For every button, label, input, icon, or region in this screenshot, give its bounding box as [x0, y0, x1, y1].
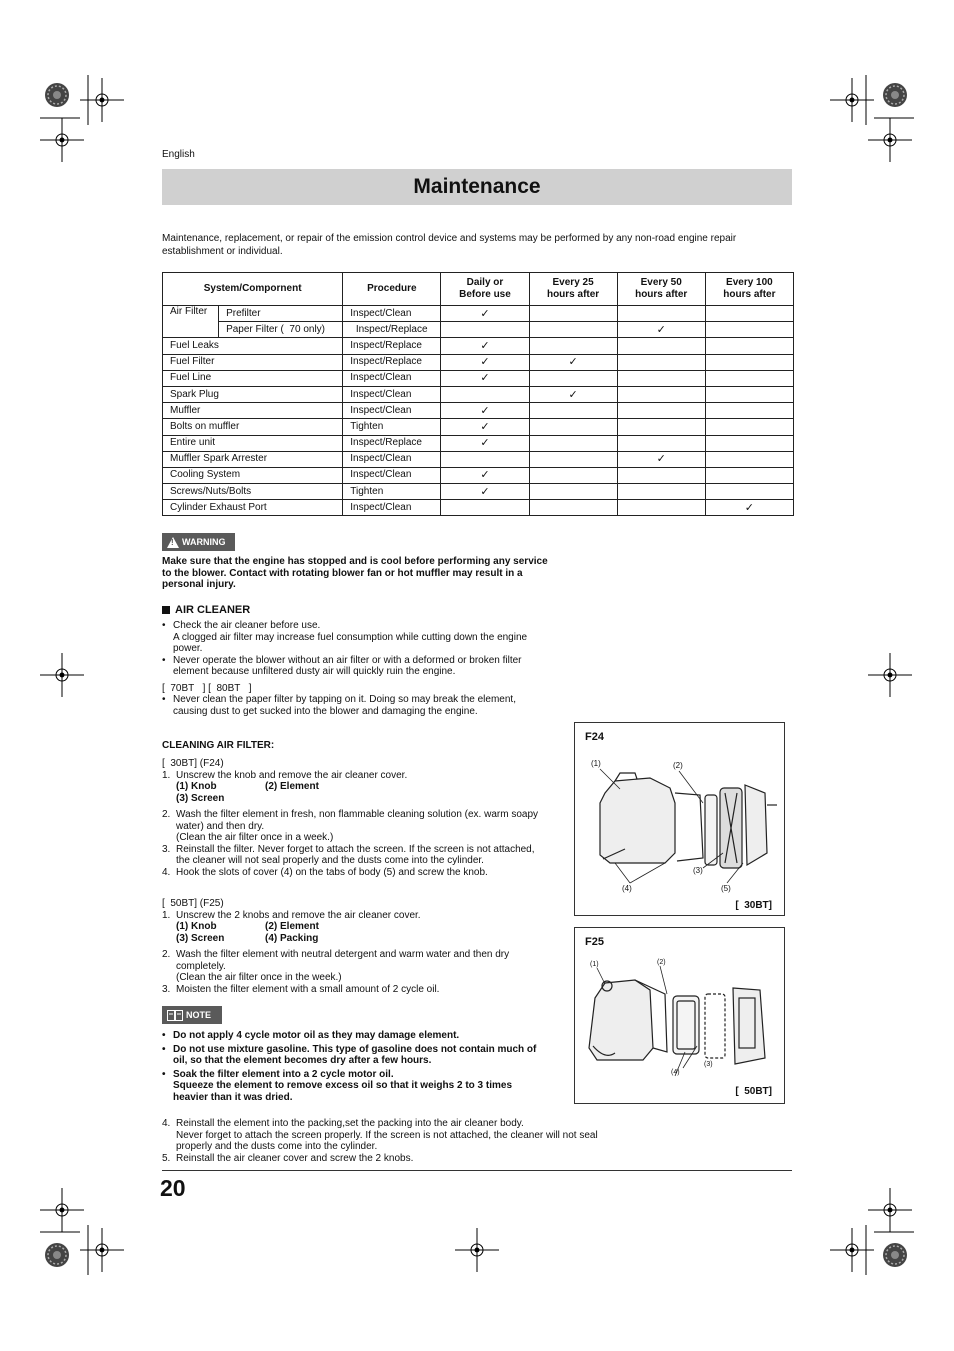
check-mark-cell: ✓ — [529, 386, 617, 402]
language-label: English — [162, 149, 195, 160]
list-line: causing dust to get sucked into the blower and damaging the engine. — [173, 705, 478, 717]
bullet-marker: • — [162, 1043, 166, 1055]
callout-3: (3) — [693, 866, 703, 875]
air-cleaner-30bt-illustration — [575, 723, 786, 917]
model-ref-30bt: [ 30BT] (F24) — [162, 758, 224, 769]
step-text: Unscrew the knob and remove the air cleaner cover. — [176, 769, 408, 781]
table-row — [163, 386, 794, 402]
bullet-marker: • — [162, 1068, 166, 1080]
figure-label: F25 — [585, 936, 604, 948]
list-item — [162, 1030, 582, 1042]
final-steps — [162, 1118, 642, 1164]
table-row — [163, 370, 794, 386]
step-text: (Clean the air filter once in the week.) — [176, 972, 342, 983]
part-label: (1) Knob — [176, 781, 217, 792]
table-row — [163, 451, 794, 467]
list-line: heavier than it was dried. — [173, 1091, 293, 1103]
table-body — [163, 306, 794, 516]
step-text: Reinstall the element into the packing,set the packing into the air cleaner body. — [176, 1118, 524, 1129]
step-5: 5. Reinstall the air cleaner cover and screw the 2 knobs. — [162, 1153, 642, 1165]
table-row — [163, 338, 794, 354]
empty-cell — [529, 435, 617, 451]
procedure-cell: Tighten — [343, 484, 441, 500]
check-mark-cell: ✓ — [441, 306, 529, 322]
figure-caption: [ 50BT] — [735, 1086, 772, 1097]
procedure-cell: Inspect/Clean — [343, 500, 441, 516]
warning-label: WARNING — [182, 537, 226, 547]
table-row — [163, 419, 794, 435]
component-cell: Paper Filter ( 70 only) — [219, 322, 343, 338]
step-2: 2. Wash the filter element in fresh, non flammable cleaning solution (ex. warm soapy water) and then dry. (Clean the air filter once in a week.) — [162, 809, 572, 844]
empty-cell — [529, 322, 617, 338]
component-cell: Muffler — [163, 403, 343, 419]
check-mark-cell: ✓ — [529, 354, 617, 370]
page-title: Maintenance — [413, 175, 541, 198]
model-tags: [ 70BT ] [ 80BT ] — [162, 683, 252, 694]
step-text: Unscrew the 2 knobs and remove the air cleaner cover. — [176, 909, 421, 921]
cleaning-heading: CLEANING AIR FILTER: — [162, 740, 275, 751]
parts-line — [176, 933, 572, 945]
table-row — [163, 435, 794, 451]
figure-f24 — [574, 722, 785, 916]
step-text: Wash the filter element in fresh, non flammable cleaning solution (ex. warm soapy — [176, 809, 539, 820]
step-2: 2. Wash the filter element with neutral detergent and warm water and then dry completely. (Clean the air filter once in the week.) — [162, 949, 572, 984]
empty-cell — [617, 419, 705, 435]
callout-5: (5) — [721, 884, 731, 893]
empty-cell — [617, 354, 705, 370]
table-row — [163, 403, 794, 419]
warning-line: to the blower. Contact with rotating blower fan or hot muffler may result in a — [162, 567, 523, 579]
check-mark-cell: ✓ — [617, 322, 705, 338]
list-item — [162, 1044, 582, 1067]
procedure-cell: Tighten — [343, 419, 441, 435]
component-cell: Cooling System — [163, 467, 343, 483]
footer-divider — [162, 1170, 792, 1171]
list-line: Do not apply 4 cycle motor oil as they may damage element. — [173, 1030, 460, 1041]
header-line: Every 100 — [726, 277, 773, 288]
empty-cell — [529, 338, 617, 354]
air-filter-cell: Air Filter — [163, 306, 219, 338]
empty-cell — [441, 451, 529, 467]
empty-cell — [705, 306, 793, 322]
part-label: (2) Element — [265, 781, 319, 792]
procedure-cell: Inspect/Clean — [343, 386, 441, 402]
bullet-marker: • — [162, 1030, 166, 1041]
step-4: 4. Reinstall the element into the packing,set the packing into the air cleaner body. Never forget to attach the screen properly. If the screen is not attached, the cleaner will not seal properly and the dusts come into the cylinder. — [162, 1118, 642, 1153]
header-line: Daily or — [466, 277, 504, 288]
air-cleaner-heading — [162, 604, 250, 616]
title-bar — [162, 169, 792, 205]
step-text: (Clean the air filter once in a week.) — [176, 832, 334, 843]
header-line: Before use — [459, 289, 511, 300]
component-cell: Prefilter — [219, 306, 343, 322]
step-text: Hook the slots of cover (4) on the tabs of body (5) and screw the knob. — [176, 866, 488, 878]
callout-2: (2) — [673, 761, 683, 770]
part-label: (3) Screen — [176, 792, 225, 804]
figure-f25 — [574, 927, 785, 1104]
component-cell: Screws/Nuts/Bolts — [163, 484, 343, 500]
header-line: Every 50 — [640, 277, 682, 288]
table-row — [163, 322, 794, 338]
air-cleaner-50bt-illustration — [575, 928, 786, 1105]
air-cleaner-notes — [162, 620, 582, 678]
procedure-cell: Inspect/Clean — [343, 370, 441, 386]
empty-cell — [705, 338, 793, 354]
warning-text — [162, 556, 582, 591]
figure-caption: [ 30BT] — [735, 900, 772, 911]
header-line: hours after — [723, 289, 776, 300]
header-50h — [617, 273, 705, 306]
paper-filter-note — [162, 694, 582, 717]
procedure-cell: Inspect/Clean — [343, 403, 441, 419]
list-line: Soak the filter element into a 2 cycle motor oil. — [173, 1068, 394, 1080]
check-mark-cell: ✓ — [441, 403, 529, 419]
table-header-row — [163, 273, 794, 306]
component-cell: Muffler Spark Arrester — [163, 451, 343, 467]
component-cell: Cylinder Exhaust Port — [163, 500, 343, 516]
component-cell: Spark Plug — [163, 386, 343, 402]
procedure-cell: Inspect/Clean — [343, 306, 441, 322]
callout-1: (1) — [590, 961, 599, 968]
callout-4: (4) — [622, 884, 632, 893]
empty-cell — [705, 484, 793, 500]
list-line: A clogged air filter may increase fuel consumption while cutting down the engine — [173, 631, 528, 643]
maintenance-schedule-table — [162, 272, 794, 516]
callout-4: (4) — [671, 1069, 680, 1076]
step-text: Never forget to attach the screen properly. If the screen is not attached, the cleaner will not seal — [176, 1129, 598, 1141]
header-daily — [441, 273, 529, 306]
procedure-cell: Inspect/Clean — [343, 467, 441, 483]
empty-cell — [617, 484, 705, 500]
empty-cell — [705, 370, 793, 386]
empty-cell — [617, 306, 705, 322]
note-label: NOTE — [186, 1010, 212, 1020]
step-text: the cleaner will not seal properly and the dusts come into the cylinder. — [176, 855, 484, 866]
empty-cell — [705, 403, 793, 419]
step-text: Moisten the filter element with a small amount of 2 cycle oil. — [176, 983, 440, 995]
procedure-cell: Inspect/Replace — [343, 338, 441, 354]
empty-cell — [529, 370, 617, 386]
warning-icon — [167, 537, 179, 548]
part-label: (2) Element — [265, 921, 319, 932]
air-cleaner-heading-text: AIR CLEANER — [175, 604, 251, 616]
check-mark-cell: ✓ — [441, 435, 529, 451]
check-mark-cell: ✓ — [441, 338, 529, 354]
header-100h — [705, 273, 793, 306]
bullet-marker: • — [162, 620, 166, 631]
empty-cell — [617, 370, 705, 386]
empty-cell — [617, 467, 705, 483]
header-line: Every 25 — [552, 277, 594, 288]
empty-cell — [617, 338, 705, 354]
check-mark-cell: ✓ — [705, 500, 793, 516]
empty-cell — [705, 386, 793, 402]
list-line: Never operate the blower without an air filter or with a deformed or broken filter — [173, 654, 522, 666]
table-row — [163, 484, 794, 500]
step-text: properly and the dusts come into the cylinder. — [176, 1141, 378, 1152]
component-cell: Fuel Filter — [163, 354, 343, 370]
step-text: completely. — [176, 960, 226, 972]
check-mark-cell: ✓ — [441, 419, 529, 435]
step-text: Reinstall the filter. Never forget to attach the screen. If the screen is not attached, — [176, 843, 535, 855]
empty-cell — [705, 354, 793, 370]
part-label: (1) Knob — [176, 921, 217, 932]
procedure-cell: Inspect/Replace — [343, 435, 441, 451]
check-mark-cell: ✓ — [441, 484, 529, 500]
step-3: 3. Moisten the filter element with a small amount of 2 cycle oil. — [162, 984, 572, 996]
header-25h — [529, 273, 617, 306]
warning-badge — [162, 533, 235, 551]
callout-2: (2) — [657, 959, 666, 966]
empty-cell — [705, 419, 793, 435]
empty-cell — [705, 322, 793, 338]
check-mark-cell: ✓ — [441, 467, 529, 483]
empty-cell — [617, 500, 705, 516]
table-row — [163, 467, 794, 483]
procedure-cell: Inspect/Clean — [343, 451, 441, 467]
list-line: Do not use mixture gasoline. This type of gasoline does not contain much of — [173, 1043, 537, 1055]
note-list — [162, 1030, 582, 1103]
empty-cell — [705, 435, 793, 451]
empty-cell — [705, 467, 793, 483]
part-label: (4) Packing — [265, 932, 319, 944]
header-line: hours after — [635, 289, 688, 300]
empty-cell — [529, 484, 617, 500]
empty-cell — [529, 306, 617, 322]
component-cell: Fuel Line — [163, 370, 343, 386]
page-number: 20 — [160, 1175, 186, 1201]
empty-cell — [529, 403, 617, 419]
parts-line — [176, 781, 572, 793]
empty-cell — [529, 500, 617, 516]
list-line: Never clean the paper filter by tapping on it. Doing so may break the element, — [173, 694, 516, 705]
header-procedure: Procedure — [343, 273, 441, 306]
list-line: Check the air cleaner before use. — [173, 620, 321, 631]
list-item — [162, 694, 582, 717]
empty-cell — [441, 386, 529, 402]
check-mark-cell: ✓ — [441, 354, 529, 370]
step-text: Wash the filter element with neutral detergent and warm water and then dry — [176, 949, 510, 960]
empty-cell — [617, 403, 705, 419]
warning-line: Make sure that the engine has stopped and is cool before performing any service — [162, 556, 548, 567]
list-line: power. — [173, 643, 203, 654]
note-badge — [162, 1006, 222, 1024]
list-line: element because unfiltered dusty air will quickly ruin the engine. — [173, 666, 456, 677]
part-label: (3) Screen — [176, 932, 225, 944]
step-text: Reinstall the air cleaner cover and screw the 2 knobs. — [176, 1152, 414, 1164]
step-3: 3. Reinstall the filter. Never forget to attach the screen. If the screen is not attached, the cleaner will not seal properly and the dusts come into the cylinder. — [162, 844, 572, 867]
model-ref-50bt: [ 50BT] (F25) — [162, 898, 224, 909]
table-row — [163, 354, 794, 370]
figure-label: F24 — [585, 731, 604, 743]
table-row — [163, 306, 794, 322]
empty-cell — [529, 419, 617, 435]
component-cell: Bolts on muffler — [163, 419, 343, 435]
procedure-cell: Inspect/Replace — [343, 354, 441, 370]
bullet-marker: • — [162, 654, 166, 666]
parts-line — [176, 921, 572, 933]
component-cell: Fuel Leaks — [163, 338, 343, 354]
procedure-cell: Inspect/Replace — [343, 322, 441, 338]
empty-cell — [529, 451, 617, 467]
empty-cell — [617, 435, 705, 451]
empty-cell — [617, 386, 705, 402]
empty-cell — [529, 467, 617, 483]
cleaning-50bt-section — [162, 898, 572, 995]
callout-1: (1) — [591, 759, 601, 768]
warning-line: personal injury. — [162, 579, 236, 590]
list-item — [162, 1069, 582, 1104]
intro-text: Maintenance, replacement, or repair of the emission control device and systems may be performed by any non-road engine repair establishment or individual. — [162, 233, 737, 257]
list-line: oil, so that the element becomes dry after a few hours. — [173, 1055, 432, 1066]
empty-cell — [441, 322, 529, 338]
square-bullet-icon — [162, 606, 170, 614]
step-text: water) and then dry. — [176, 820, 265, 832]
check-mark-cell: ✓ — [441, 370, 529, 386]
header-system: System/Compornent — [163, 273, 343, 306]
empty-cell — [705, 451, 793, 467]
step-1: 1. Unscrew the 2 knobs and remove the air cleaner cover. (1) Knob (2) Element (3) Screen (4) Packing — [162, 910, 572, 945]
table-row — [163, 500, 794, 516]
list-item — [162, 655, 582, 678]
component-cell: Entire unit — [163, 435, 343, 451]
cleaning-30bt-section — [162, 758, 572, 878]
step-1: 1. Unscrew the knob and remove the air cleaner cover. (1) Knob (2) Element (3) Screen — [162, 770, 572, 805]
callout-3: (3) — [704, 1061, 713, 1068]
empty-cell — [441, 500, 529, 516]
list-item — [162, 620, 582, 655]
bullet-marker: • — [162, 694, 166, 705]
step-4: 4. Hook the slots of cover (4) on the tabs of body (5) and screw the knob. — [162, 867, 572, 879]
list-line: Squeeze the element to remove excess oil so that it weighs 2 to 3 times — [173, 1080, 512, 1091]
check-mark-cell: ✓ — [617, 451, 705, 467]
book-icon — [167, 1010, 183, 1021]
header-line: hours after — [546, 289, 600, 300]
